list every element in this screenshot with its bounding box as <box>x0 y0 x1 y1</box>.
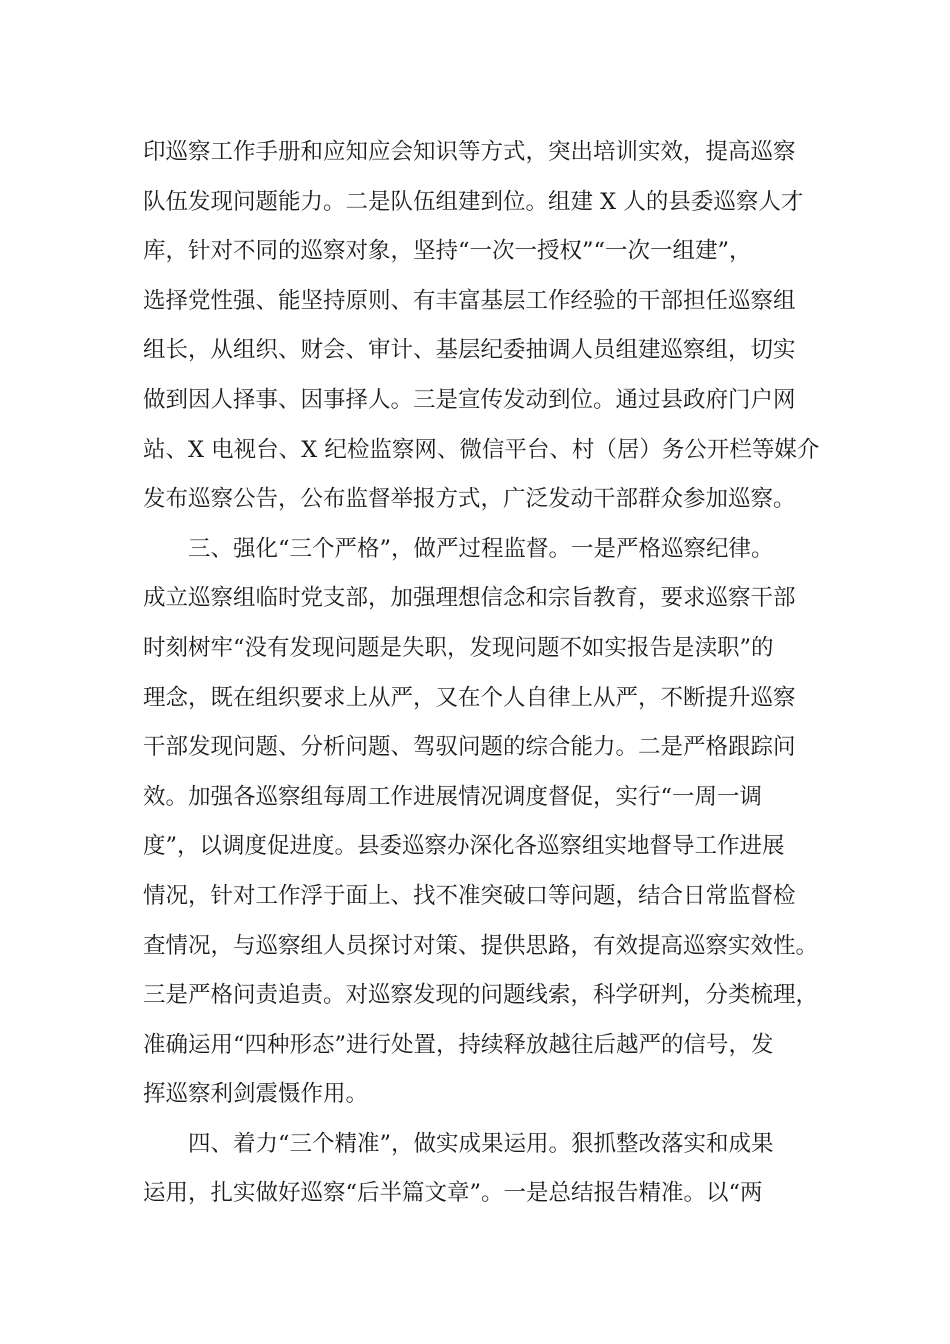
text-line: 三是严格问责追责。对巡察发现的问题线索，科学研判，分类梳理， <box>143 982 819 1009</box>
text-line: 发布巡察公告，公布监督举报方式，广泛发动干部群众参加巡察。 <box>143 486 796 513</box>
text-line: 时刻树牢“没有发现问题是失职，发现问题不如实报告是渎职”的 <box>143 634 774 661</box>
text-line: 印巡察工作手册和应知应会知识等方式，突出培训实效，提高巡察 <box>143 139 796 165</box>
text-line: 挥巡察利剑震慑作用。 <box>143 1081 369 1108</box>
text-line: 做到因人择事、因事择人。三是宣传发动到位。通过县政府门户网 <box>143 386 796 413</box>
text-line: 查情况，与巡察组人员探讨对策、提供思路，有效提高巡察实效性。 <box>143 932 819 959</box>
text-line: 干部发现问题、分析问题、驾驭问题的综合能力。二是严格跟踪问 <box>143 734 796 761</box>
section-heading-line: 三、强化“三个严格”，做严过程监督。一是严格巡察纪律。 <box>143 535 774 562</box>
text-line: 运用，扎实做好巡察“后半篇文章”。一是总结报告精准。以“两 <box>143 1180 763 1207</box>
text-line: 成立巡察组临时党支部，加强理想信念和宗旨教育，要求巡察干部 <box>143 585 796 612</box>
text-line: 库，针对不同的巡察对象，坚持“一次一授权”“一次一组建”， <box>143 238 752 265</box>
text-line: 站、X 电视台、X 纪检监察网、微信平台、村（居）务公开栏等媒介 <box>143 436 820 463</box>
text-line: 度”，以调度促进度。县委巡察办深化各巡察组实地督导工作进展 <box>143 833 785 860</box>
text-line: 理念，既在组织要求上从严，又在个人自律上从严，不断提升巡察 <box>143 684 796 711</box>
text-line: 情况，针对工作浮于面上、找不准突破口等问题，结合日常监督检 <box>143 882 796 909</box>
text-line: 选择党性强、能坚持原则、有丰富基层工作经验的干部担任巡察组 <box>143 287 796 314</box>
body-text <box>143 128 823 1219</box>
text-line: 队伍发现问题能力。二是队伍组建到位。组建 X 人的县委巡察人才 <box>143 188 804 215</box>
text-line: 效。加强各巡察组每周工作进展情况调度督促，实行“一周一调 <box>143 783 763 810</box>
text-line: 组长，从组织、财会、审计、基层纪委抽调人员组建巡察组，切实 <box>143 337 796 364</box>
text-line: 准确运用“四种形态”进行处置，持续释放越往后越严的信号，发 <box>143 1031 774 1058</box>
section-heading-line: 四、着力“三个精准”，做实成果运用。狠抓整改落实和成果 <box>143 1130 774 1157</box>
